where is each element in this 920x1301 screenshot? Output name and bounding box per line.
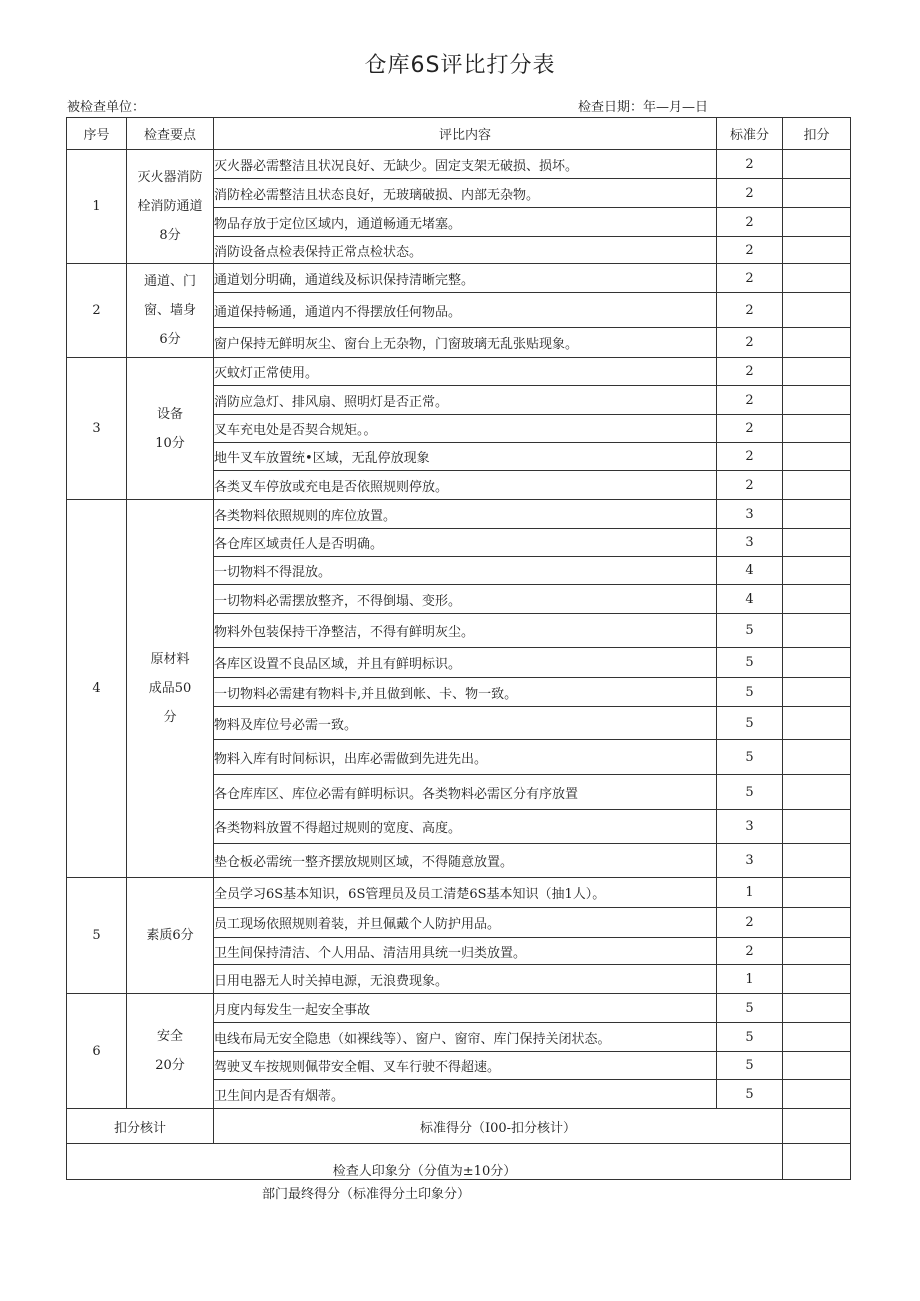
category-line: 灭火器消防 bbox=[137, 170, 203, 185]
deduction-cell[interactable] bbox=[783, 358, 851, 386]
deduction-cell[interactable] bbox=[783, 386, 851, 415]
criterion-text: 物品存放于定位区域内，通道畅通无堵塞。 bbox=[214, 208, 717, 237]
standard-score: 2 bbox=[717, 386, 783, 415]
category-line: 安全 bbox=[156, 1029, 183, 1044]
standard-score: 5 bbox=[717, 740, 783, 775]
header-no: 序号 bbox=[67, 118, 127, 150]
section-category bbox=[127, 150, 214, 264]
standard-score: 5 bbox=[717, 614, 783, 648]
criterion-text: 电线布局无安全隐患（如裸线等）、窗户、窗帘、库门保持关闭状态。 bbox=[214, 1023, 717, 1052]
category-line: 10分 bbox=[155, 435, 185, 451]
standard-score: 5 bbox=[717, 1080, 783, 1109]
section-number: 4 bbox=[67, 500, 127, 878]
inspection-date-label: 检查日期：年—月—日 bbox=[578, 100, 709, 115]
criterion-text: 灭火器必需整洁且状况良好、无缺少。固定支架无破损、损坏。 bbox=[214, 150, 717, 179]
criterion-text: 通道保持畅通，通道内不得摆放任何物品。 bbox=[214, 293, 717, 328]
section-number: 2 bbox=[67, 264, 127, 358]
criterion-text: 月度内每发生一起安全事故 bbox=[214, 994, 717, 1023]
criterion-text: 消防设备点检表保持正常点检状态。 bbox=[214, 237, 717, 264]
category-line: 原材料 bbox=[150, 652, 190, 667]
header-std: 标准分 bbox=[717, 118, 783, 150]
table-row bbox=[67, 878, 851, 908]
header-point: 检查要点 bbox=[127, 118, 214, 150]
criterion-text: 卫生间内是否有烟蒂。 bbox=[214, 1080, 717, 1109]
standard-score: 4 bbox=[717, 585, 783, 614]
category-line: 成品50 bbox=[148, 681, 192, 696]
criterion-text: 各仓库库区、库位必需有鲜明标识。各类物料必需区分有序放置 bbox=[214, 775, 717, 810]
standard-score: 1 bbox=[717, 965, 783, 994]
criterion-text: 一切物料必需建有物料卡,并且做到帐、卡、物一致。 bbox=[214, 678, 717, 707]
header-content: 评比内容 bbox=[214, 118, 717, 150]
category-line: 分 bbox=[163, 710, 177, 725]
section-number: 5 bbox=[67, 878, 127, 994]
category-line: 6分 bbox=[159, 332, 181, 347]
category-line: 栓消防通道 bbox=[137, 199, 203, 214]
standard-score: 2 bbox=[717, 293, 783, 328]
deduction-cell[interactable] bbox=[783, 529, 851, 557]
category-line: 8分 bbox=[159, 228, 181, 243]
deduction-cell[interactable] bbox=[783, 775, 851, 810]
standard-score-cell[interactable] bbox=[783, 1109, 851, 1144]
deduction-cell[interactable] bbox=[783, 443, 851, 471]
criterion-text: 一切物料不得混放。 bbox=[214, 557, 717, 585]
standard-score: 5 bbox=[717, 648, 783, 678]
criterion-text: 灭蚊灯正常使用。 bbox=[214, 358, 717, 386]
deduction-cell[interactable] bbox=[783, 614, 851, 648]
criterion-text: 消防栓必需整洁且状态良好，无玻璃破损、内部无杂物。 bbox=[214, 179, 717, 208]
standard-score-label: 标准得分（I00-扣分核计） bbox=[214, 1109, 783, 1144]
criterion-text: 各库区设置不良品区域，并且有鲜明标识。 bbox=[214, 648, 717, 678]
impression-score-label: 检查人印象分（分值为±10分） bbox=[67, 1144, 783, 1180]
standard-score: 2 bbox=[717, 208, 783, 237]
criterion-text: 叉车充电处是否契合规矩。。 bbox=[214, 415, 717, 443]
criterion-text: 员工现场依照规则着装，并旦佩戴个人防护用品。 bbox=[214, 908, 717, 938]
standard-score: 2 bbox=[717, 237, 783, 264]
standard-score: 4 bbox=[717, 557, 783, 585]
deduct-total-label: 扣分核计 bbox=[67, 1109, 214, 1144]
standard-score: 2 bbox=[717, 908, 783, 938]
deduction-cell[interactable] bbox=[783, 1080, 851, 1109]
section-category bbox=[127, 878, 214, 994]
criterion-text: 物料入库有时间标识，出库必需做到先进先出。 bbox=[214, 740, 717, 775]
category-line: 窗、墙身 bbox=[143, 303, 196, 318]
section-number: 3 bbox=[67, 358, 127, 500]
deduction-cell[interactable] bbox=[783, 1052, 851, 1080]
table-row bbox=[67, 150, 851, 179]
standard-score: 3 bbox=[717, 500, 783, 529]
section-category bbox=[127, 994, 214, 1109]
impression-score-cell[interactable] bbox=[783, 1144, 851, 1180]
standard-score: 2 bbox=[717, 328, 783, 358]
final-score-label: 部门最终得分（标准得分土印象分） bbox=[262, 1187, 471, 1202]
deduction-cell[interactable] bbox=[783, 237, 851, 264]
deduction-cell[interactable] bbox=[783, 994, 851, 1023]
section-number: 1 bbox=[67, 150, 127, 264]
category-line: 通道、门 bbox=[143, 274, 196, 289]
standard-score: 2 bbox=[717, 938, 783, 965]
standard-score: 5 bbox=[717, 707, 783, 740]
category-line: 20分 bbox=[155, 1058, 185, 1073]
category-line: 设备 bbox=[156, 406, 183, 422]
standard-score: 5 bbox=[717, 994, 783, 1023]
standard-score: 5 bbox=[717, 1052, 783, 1080]
deduction-cell[interactable] bbox=[783, 179, 851, 208]
criterion-text: 各类物料依照规则的库位放置。 bbox=[214, 500, 717, 529]
section-number: 6 bbox=[67, 994, 127, 1109]
deduction-cell[interactable] bbox=[783, 1023, 851, 1052]
standard-score: 2 bbox=[717, 179, 783, 208]
standard-score: 3 bbox=[717, 844, 783, 878]
standard-score: 1 bbox=[717, 878, 783, 908]
section-category bbox=[127, 264, 214, 358]
criterion-text: 物料及库位号必需一致。 bbox=[214, 707, 717, 740]
criterion-text: 各仓库区域责任人是否明确。 bbox=[214, 529, 717, 557]
deduction-cell[interactable] bbox=[783, 150, 851, 179]
deduction-cell[interactable] bbox=[783, 908, 851, 938]
inspected-unit-label: 被检查单位： bbox=[67, 100, 146, 115]
deduction-cell[interactable] bbox=[783, 878, 851, 908]
standard-score: 2 bbox=[717, 471, 783, 500]
deduction-cell[interactable] bbox=[783, 264, 851, 293]
criterion-text: 地牛叉车放置统•区域，无乱停放现象 bbox=[214, 443, 717, 471]
criterion-text: 消防应急灯、排风扇、照明灯是否正常。 bbox=[214, 386, 717, 415]
criterion-text: 卫生间保持清洁、个人用品、清洁用具统一归类放置。 bbox=[214, 938, 717, 965]
section-category bbox=[127, 358, 214, 500]
criterion-text: 各类物料放置不得超过规则的宽度、高度。 bbox=[214, 810, 717, 844]
standard-score: 5 bbox=[717, 678, 783, 707]
standard-score: 2 bbox=[717, 150, 783, 179]
criterion-text: 物料外包装保持干净整洁，不得有鲜明灰尘。 bbox=[214, 614, 717, 648]
deduction-cell[interactable] bbox=[783, 965, 851, 994]
header-deduct: 扣分 bbox=[783, 118, 851, 150]
standard-score: 3 bbox=[717, 529, 783, 557]
criterion-text: 通道划分明确，通道线及标识保持清晰完整。 bbox=[214, 264, 717, 293]
deduction-cell[interactable] bbox=[783, 500, 851, 529]
deduction-cell[interactable] bbox=[783, 648, 851, 678]
deduction-cell[interactable] bbox=[783, 707, 851, 740]
page-title: 仓库6S评比打分表 bbox=[364, 53, 556, 78]
criterion-text: 窗户保持无鲜明灰尘、窗台上无杂物，门窗玻璃无乱张贴现象。 bbox=[214, 328, 717, 358]
criterion-text: 各类叉车停放或充电是否依照规则停放。 bbox=[214, 471, 717, 500]
criterion-text: 垫仓板必需统一整齐摆放规则区域，不得随意放置。 bbox=[214, 844, 717, 878]
standard-score: 2 bbox=[717, 443, 783, 471]
criterion-text: 日用电器无人时关掉电源，无浪费现象。 bbox=[214, 965, 717, 994]
table-row bbox=[67, 358, 851, 386]
deduction-cell[interactable] bbox=[783, 740, 851, 775]
score-table bbox=[66, 117, 851, 1180]
criterion-text: 全员学习6S基本知识，6S管理员及员工清楚6S基本知识（抽1人）。 bbox=[214, 878, 717, 908]
standard-score: 2 bbox=[717, 264, 783, 293]
deduction-cell[interactable] bbox=[783, 938, 851, 965]
standard-score: 5 bbox=[717, 1023, 783, 1052]
standard-score: 5 bbox=[717, 775, 783, 810]
deduction-cell[interactable] bbox=[783, 844, 851, 878]
standard-score: 2 bbox=[717, 358, 783, 386]
deduction-cell[interactable] bbox=[783, 810, 851, 844]
deduction-cell[interactable] bbox=[783, 678, 851, 707]
category-line: 素质6分 bbox=[146, 928, 194, 943]
standard-score: 2 bbox=[717, 415, 783, 443]
table-row bbox=[67, 264, 851, 293]
standard-score: 3 bbox=[717, 810, 783, 844]
criterion-text: 驾驶叉车按规则佩带安全帽、叉车行驶不得超速。 bbox=[214, 1052, 717, 1080]
section-category bbox=[127, 500, 214, 878]
criterion-text: 一切物料必需摆放整齐，不得倒塌、变形。 bbox=[214, 585, 717, 614]
deduction-cell[interactable] bbox=[783, 328, 851, 358]
deduction-cell[interactable] bbox=[783, 585, 851, 614]
table-row bbox=[67, 500, 851, 529]
deduction-cell[interactable] bbox=[783, 557, 851, 585]
table-row bbox=[67, 994, 851, 1023]
deduction-cell[interactable] bbox=[783, 471, 851, 500]
deduction-cell[interactable] bbox=[783, 293, 851, 328]
deduction-cell[interactable] bbox=[783, 415, 851, 443]
deduction-cell[interactable] bbox=[783, 208, 851, 237]
